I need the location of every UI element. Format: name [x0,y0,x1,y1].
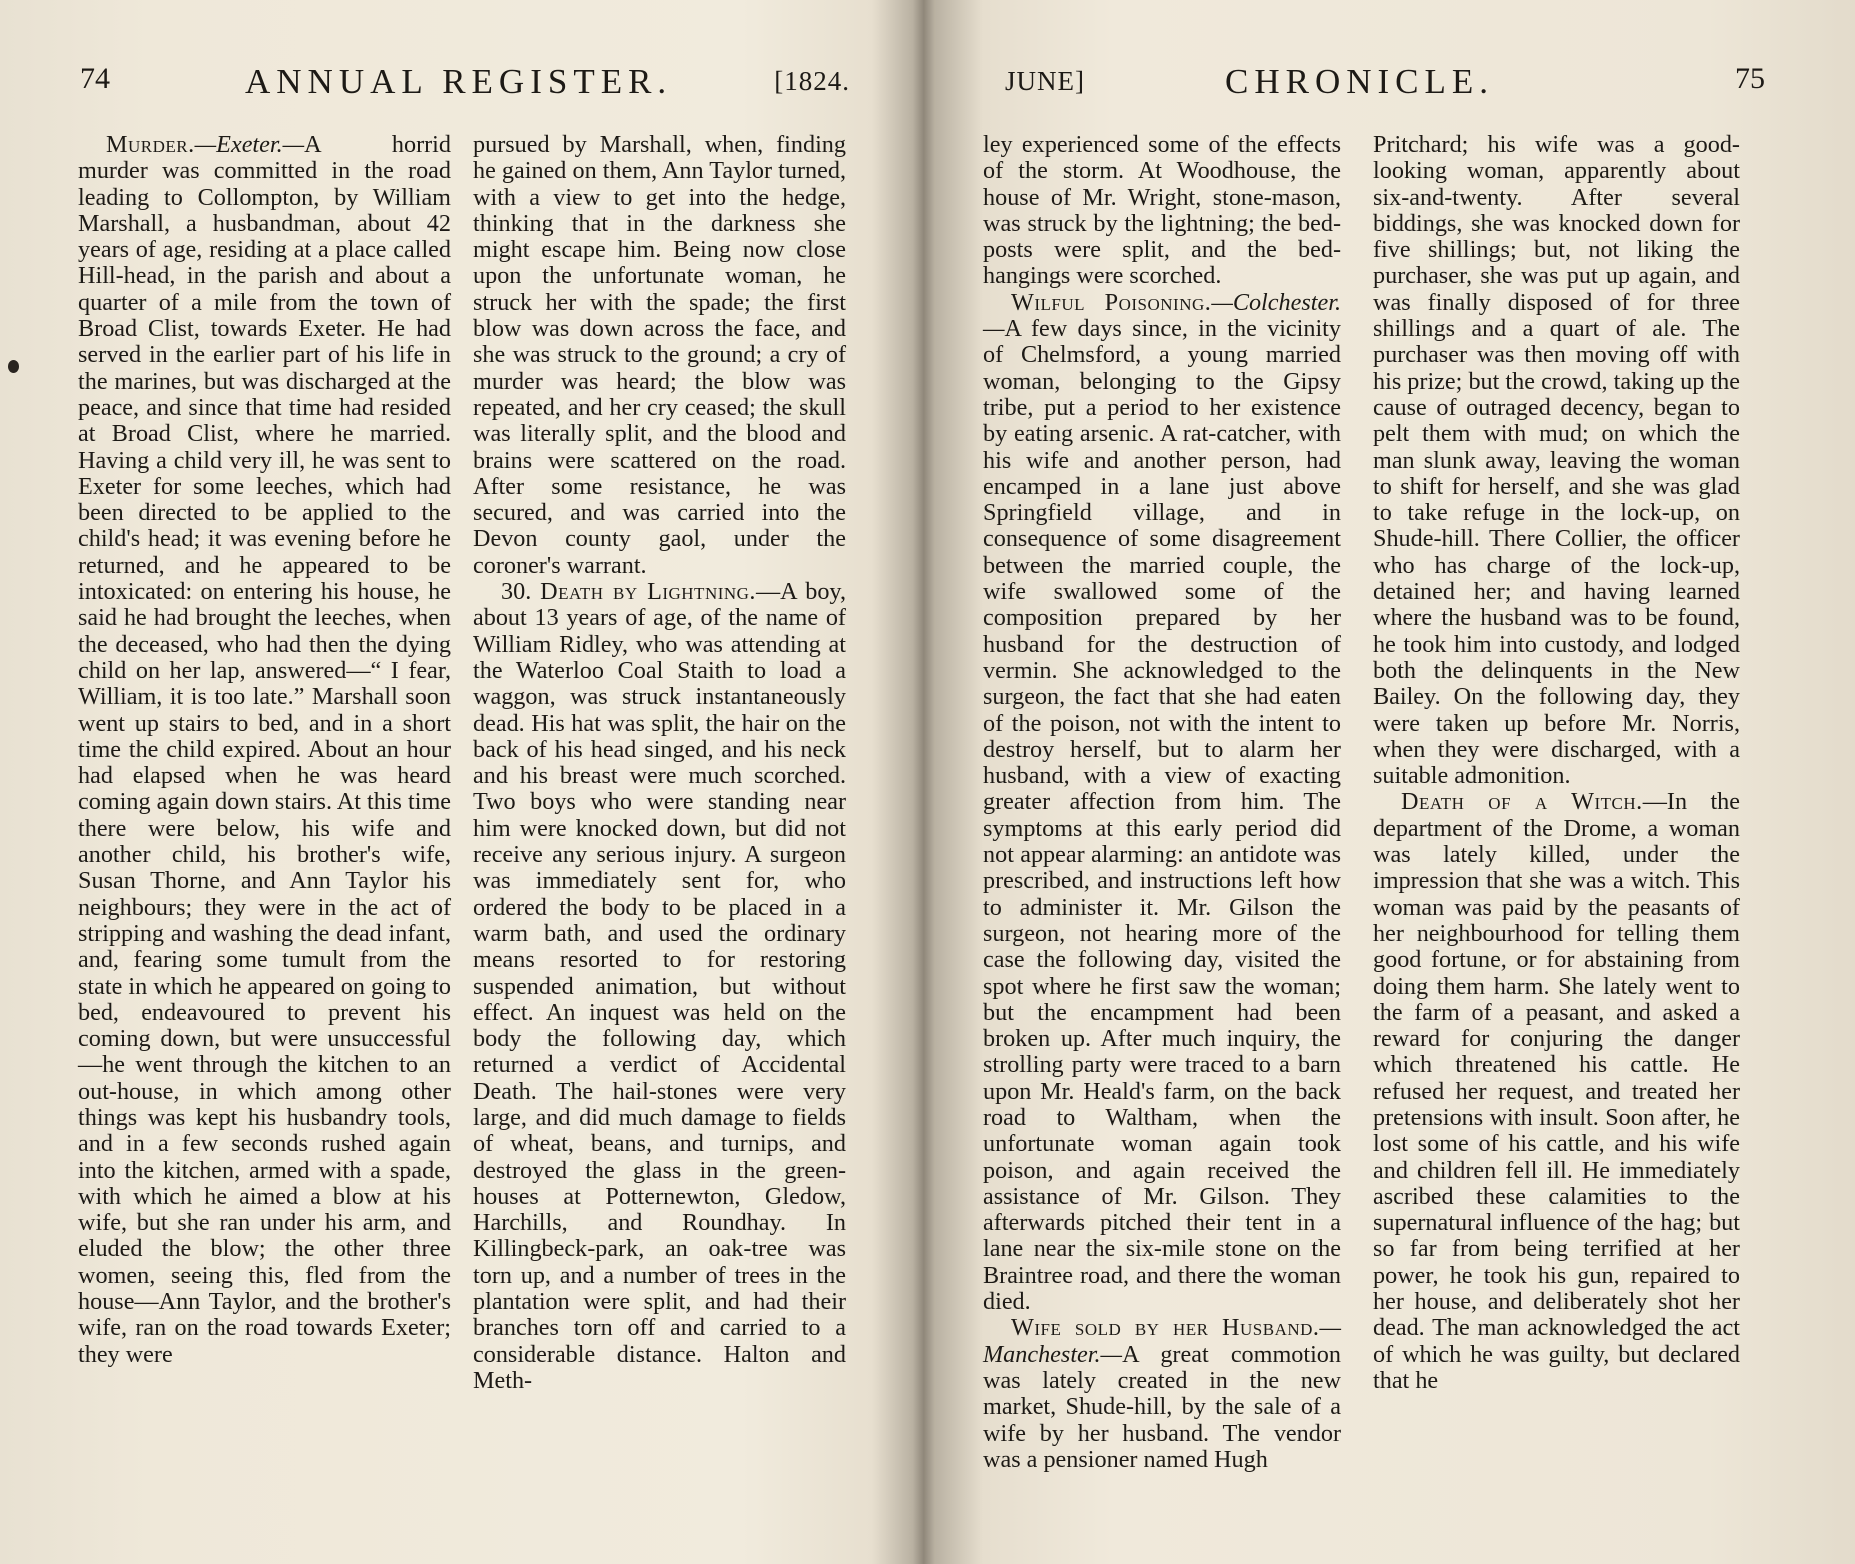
right-column-2 [1373,132,1740,1394]
article-text: —A boy, about 13 years of age, of the name of William Ridley, who was attending at the Waterloo Coal Staith to load a waggon, was struck instantaneously dead. His hat was split, the hair on the back of his head singed, and his neck and his breast were much scorched. Two boys who were standing near him were knocked down, but did not receive any serious injury. A surgeon was immediately sent for, who ordered the body to be placed in a warm bath, and used the ordinary means resorted to for restoring suspended animation, but without effect. An inquest was held on the body the following day, which returned a verdict of Accidental Death. The hail-stones were very large, and did much damage to fields of wheat, beans, and turnips, and destroyed the glass in the green-houses at Potternewton, Gledow, Harchills, and Roundhay. In Killingbeck-park, an oak-tree was torn up, and a number of trees in the plantation were split, and had their branches torn off and carried to a considerable distance. Halton and Meth- [473,578,846,1394]
article-wife-sold-continued: Pritchard; his wife was a good-looking woman, apparently about six-and-twenty. After several biddings, she was knocked down for five shillings; but, not liking the purchaser, she was put up again, and was finally disposed of for three shillings and a quart of ale. The purchaser was then moving off with his prize; but the crowd, taking up the cause of outraged decency, began to pelt them with mud; on which the man slunk away, leaving the woman to shift for herself, and she was glad to take refuge in the lock-up, on Shude-hill. There Collier, the officer who has charge of the lock-up, detained her; and having learned where the husband was to be found, he took him into custody, and lodged both the delinquents in the New Bailey. On the following day, they were taken up before Mr. Norris, when they were discharged, with a suitable admonition. [1373,131,1740,790]
article-heading: Wife sold by her Husband. [1011,1314,1320,1342]
running-year: [1824. [774,66,850,96]
page-number: 75 [1735,62,1765,95]
running-title: CHRONICLE. [1225,62,1495,101]
article-lightning [473,579,846,1394]
article-heading: Wilful Poisoning. [1011,288,1212,316]
article-wife-sold [983,1315,1341,1473]
running-head [80,62,850,112]
page-number: 74 [80,62,110,95]
article-text: —In the department of the Drome, a woman was lately killed, under the impression that she was a witch. This woman was paid by the peasants of her neighbourhood for telling them good fortune, or for abstaining from doing them harm. She lately went to the farm of a peasant, and asked a reward for conjuring the danger which threatened his cattle. He refused her request, and treated her pretensions with insult. Soon after, he lost some of his cattle, and his wife and children fell ill. He immediately ascribed these calamities to the supernatural influence of the hag; but so far from being terrified at her power, he took his gun, repaired to her house, and deliberately shot her dead. The man acknowledged the act of which he was guilty, but declared that he [1373,788,1741,1394]
article-witch [1373,789,1740,1394]
article-text: A horrid murder was committed in the road leading to Collompton, by William Marshall, a husbandman, about 42 years of age, residing at a place called Hill-head, in the parish and about a quarter of a mile from the town of Broad Clist, towards Exeter. He had served in the earlier part of his life in the marines, but was discharged at the peace, and since that time had resided at Broad Clist, where he married. Having a child very ill, he was sent to Exeter for some leeches, which had been directed to be applied to the child's head; it was evening before he returned, and he appeared to be intoxicated: on entering his house, he said he had brought the leeches, when the deceased, who had then the dying child on her lap, answered—“ I fear, William, it is too late.” Marshall soon went up stairs to bed, and in a short time the child expired. About an hour had elapsed when he was heard coming again down stairs. At this time there were below, his wife and another child, his brother's wife, Susan Thorne, and Ann Taylor his neighbours; they were in the act of stripping and washing the dead infant, and, fearing some tumult from the state in which he appeared on going to bed, endeavoured to prevent his coming down, but were unsuccessful—he went through the kitchen to an out-house, in which among other things was kept his husbandry tools, and in a few seconds rushed again into the kitchen, armed with a spade, with which he aimed a blow at his wife, but she ran under his arm, and eluded the blow; the other three women, seeing this, fled from the house—Ann Taylor, and the brother's wife, ran on the road towards Exeter; they were [78,131,451,1368]
left-column-2 [473,132,846,1394]
article-text: A few days since, in the vicinity of Chelmsford, a young married woman, belonging to the Gipsy tribe, put a period to her existence by eating arsenic. A rat-catcher, with his wife and another person, had encamped in a lane just above Springfield village, and in consequence of some disagreement between the married couple, the wife swallowed some of the composition prepared by her husband for the destruction of vermin. She acknowledged to the surgeon, the fact that she had eaten of the poison, not with the intent to destroy herself, but to alarm her husband, with a view of exacting greater affection from him. The symptoms at this early period did not appear alarming: an antidote was prescribed, and instructions left how to administer it. Mr. Gilson the surgeon, not hearing more of the case the following day, visited the spot where he first saw the woman; but the encampment had been broken up. After much inquiry, the strolling party were traced to a barn upon Mr. Heald's farm, on the back road to Waltham, when the unfortunate woman again took poison, and again received the assistance of Mr. Gilson. They afterwards pitched their tent in a lane near the six-mile stone on the Braintree road, and there the woman died. [983,315,1341,1316]
right-column-1 [983,132,1341,1473]
running-month: JUNE] [1005,66,1085,96]
left-column-1 [78,132,451,1368]
article-place: —Manchester.— [983,1314,1341,1368]
article-heading: Death by Lightning. [540,578,756,606]
article-place: —Colchester.— [983,288,1341,343]
article-murder-continued: pursued by Marshall, when, finding he gained on them, Ann Taylor turned, with a view to get into the hedge, thinking that in the darkness she might escape him. Being now close upon the unfortunate woman, he struck her with the spade; the first blow was down across the face, and she was struck to the ground; a cry of murder was heard; the blow was repeated, and her cry ceased; the skull was literally split, and the blood and brains were scattered on the road. After some resistance, he was secured, and was carried into the Devon county gaol, under the coroner's warrant. [473,131,846,579]
article-heading: Death of a Witch. [1401,788,1643,816]
article-heading: Murder. [106,131,195,158]
right-page [955,0,1855,1564]
article-place: —Exeter.— [194,131,305,158]
left-page [0,0,905,1564]
ink-spot [8,360,19,373]
running-title: ANNUAL REGISTER. [245,62,673,101]
article-storm-continued: ley experienced some of the effects of the storm. At Woodhouse, the house of Mr. Wright, stone-mason, was struck by the lightning; the bed-posts were split, and the bed-hangings were scorched. [983,131,1341,290]
article-poisoning [983,290,1341,1316]
article-text: A great commotion was lately created in the new market, Shude-hill, by the sale of a wife by her husband. The vendor was a pensioner named Hugh [983,1340,1341,1473]
article-murder [78,132,451,1368]
article-date: 30. [501,578,532,606]
running-head [985,62,1765,112]
